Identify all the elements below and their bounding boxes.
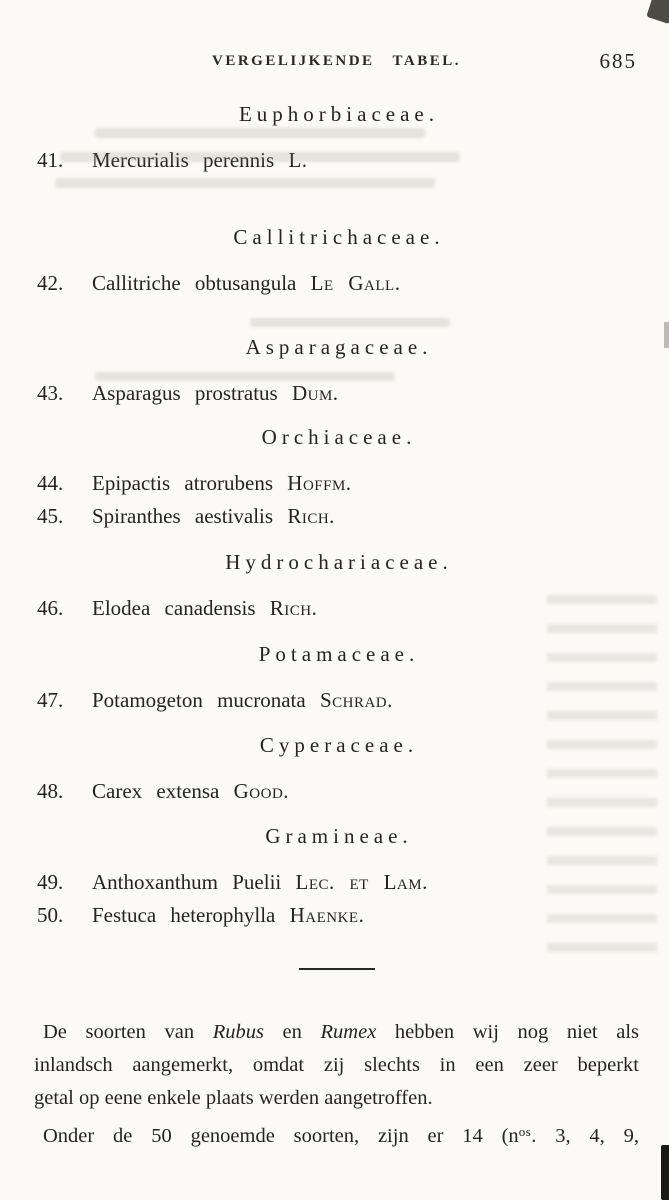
family-name: Cyperaceae.	[259, 733, 419, 757]
species-row	[34, 500, 639, 533]
species-binomial: Potamogeton mucronata	[92, 688, 306, 712]
text-run: Onder de 50 genoemde soorten, zijn er 14 (n	[43, 1125, 519, 1147]
species-authority: Rich.	[269, 596, 318, 620]
family-section-euphorbiaceae	[34, 101, 639, 177]
family-name: Callitrichaceae.	[233, 225, 445, 249]
species-name	[92, 467, 352, 500]
page-number: 685	[599, 49, 637, 73]
species-authority: Rich.	[287, 504, 335, 528]
family-section-orchiaceae	[34, 424, 639, 533]
species-binomial: Carex extensa	[92, 779, 220, 803]
show-through-column	[547, 595, 657, 955]
text-run: en	[263, 1021, 321, 1043]
section-divider	[299, 968, 375, 970]
italic-term-rumex: Rumex	[320, 1021, 377, 1043]
species-authority: Dum.	[291, 381, 339, 405]
species-binomial: Elodea canadensis	[92, 596, 256, 620]
species-number: 46.	[37, 596, 64, 620]
paragraph-line	[34, 1115, 639, 1153]
species-authority: Hoffm.	[287, 471, 352, 495]
species-name	[92, 500, 335, 533]
page-header	[34, 49, 639, 76]
family-name: Orchiaceae.	[261, 425, 417, 449]
species-name	[92, 377, 339, 410]
species-authority: Haenke.	[289, 903, 365, 927]
text-run: De soorten van	[43, 1021, 213, 1043]
species-row	[34, 267, 639, 300]
family-section-callitrichaceae	[34, 224, 639, 300]
species-name	[92, 684, 393, 717]
species-authority: Good.	[233, 779, 290, 803]
species-name	[92, 267, 400, 300]
species-binomial: Asparagus prostratus	[92, 381, 278, 405]
show-through-smudge	[95, 128, 425, 138]
species-binomial: Anthoxanthum Puelii	[92, 870, 282, 894]
species-number: 50.	[37, 903, 64, 927]
species-name	[92, 592, 317, 625]
species-number: 45.	[37, 504, 64, 528]
paragraph-line	[34, 1016, 639, 1049]
family-name: Asparagaceae.	[245, 335, 433, 359]
species-binomial: Festuca heterophylla	[92, 903, 276, 927]
italic-term-rubus: Rubus	[212, 1021, 264, 1043]
species-number: 41.	[37, 148, 64, 172]
family-name: Potamaceae.	[258, 642, 420, 666]
species-number: 43.	[37, 381, 64, 405]
species-name	[92, 866, 428, 899]
species-binomial: Spiranthes aestivalis	[92, 504, 274, 528]
species-authority: Le Gall.	[310, 271, 401, 295]
show-through-smudge	[60, 152, 460, 162]
species-number: 44.	[37, 471, 64, 495]
running-title: VERGELIJKENDE TABEL.	[212, 53, 461, 69]
paragraph-line: getal op eene enkele plaats werden aangetroffen.	[34, 1087, 433, 1109]
species-binomial: Epipactis atrorubens	[92, 471, 274, 495]
family-name: Euphorbiaceae.	[238, 102, 439, 126]
species-name	[92, 775, 289, 808]
text-run: hebben wij nog niet als	[376, 1021, 639, 1043]
species-binomial: Callitriche obtusangula	[92, 271, 297, 295]
species-number: 48.	[37, 779, 64, 803]
show-through-smudge	[250, 318, 450, 327]
species-authority: Schrad.	[319, 688, 393, 712]
species-authority: Lec. et Lam.	[295, 870, 428, 894]
species-binomial: Mercurialis perennis	[92, 148, 275, 172]
species-authority: L.	[288, 148, 308, 172]
species-number: 42.	[37, 271, 64, 295]
scan-artifact-right-edge	[664, 322, 669, 348]
scan-artifact-bottom-right	[661, 1145, 669, 1200]
text-run: . 3, 4, 9,	[531, 1125, 639, 1147]
show-through-smudge	[95, 372, 395, 381]
species-name	[92, 899, 364, 932]
show-through-smudge	[55, 178, 435, 188]
paragraph-line: inlandsch aangemerkt, omdat zij slechts in een zeer beperkt	[34, 1054, 639, 1076]
species-number: 49.	[37, 870, 64, 894]
species-row	[34, 467, 639, 500]
species-row	[34, 377, 639, 410]
family-name: Hydrochariaceae.	[225, 550, 453, 574]
superscript-ordinal: os	[518, 1124, 532, 1139]
family-name: Gramineae.	[265, 824, 413, 848]
species-number: 47.	[37, 688, 64, 712]
closing-paragraphs	[34, 1016, 639, 1153]
